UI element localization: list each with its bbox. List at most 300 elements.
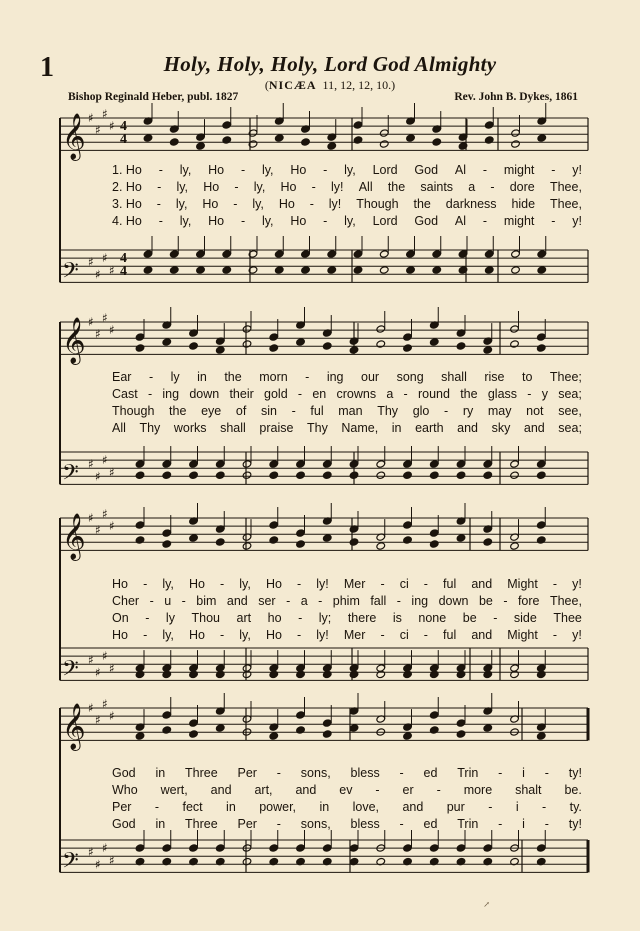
note-head [510, 340, 520, 348]
note-head [483, 460, 493, 468]
syllable: - [498, 766, 503, 780]
sharp-icon: ♯ [109, 323, 115, 338]
page-mark: ↗ [483, 900, 490, 909]
syllable: - [552, 577, 558, 591]
sharp-icon: ♯ [109, 853, 115, 868]
syllable: ty! [568, 766, 582, 780]
note-head [162, 471, 172, 479]
note-head [189, 460, 199, 468]
syllable: Thy [306, 421, 328, 435]
note-head [376, 325, 386, 333]
note-head [510, 670, 520, 678]
verse-line-2 [112, 179, 582, 196]
syllable: - [423, 628, 428, 642]
syllable: - [323, 214, 328, 228]
sharp-icon: ♯ [95, 665, 101, 680]
verse-line-1 [112, 162, 582, 179]
syllable: - [551, 214, 556, 228]
syllable: ho [267, 611, 282, 625]
note-head [135, 344, 145, 352]
syllable: er [402, 783, 414, 797]
syllable: and [523, 421, 545, 435]
syllable: Trin [457, 766, 479, 780]
syllable: i [522, 817, 525, 831]
sharp-icon: ♯ [102, 841, 108, 856]
syllable: saints [420, 180, 454, 194]
note-head [222, 266, 232, 274]
syllable: ly, [261, 214, 274, 228]
note-head [322, 730, 332, 738]
note-head [222, 121, 232, 129]
syllable: - [233, 197, 238, 211]
note-head [322, 471, 332, 479]
note-head [242, 670, 252, 678]
syllable: fect [182, 800, 203, 814]
syllable: down [438, 594, 469, 608]
syllable: - [240, 163, 246, 177]
syllable: God [414, 214, 439, 228]
syllable: - [527, 387, 532, 401]
note-head [403, 344, 413, 352]
note-head [432, 266, 442, 274]
syllable: ing [411, 594, 429, 608]
note-head [510, 460, 520, 468]
syllable: - [399, 817, 404, 831]
note-head [483, 724, 493, 732]
note-head [322, 460, 332, 468]
syllable: Ho [208, 163, 225, 177]
note-head [189, 471, 199, 479]
note-head [162, 338, 172, 346]
syllable: there [347, 611, 377, 625]
note-head [296, 844, 306, 852]
syllable: sky [491, 421, 511, 435]
syllable: works [173, 421, 207, 435]
syllable: fall [370, 594, 387, 608]
note-head [215, 538, 225, 546]
syllable: ly! [328, 197, 342, 211]
note-head [222, 136, 232, 144]
syllable: ty! [568, 817, 582, 831]
note-head [196, 266, 206, 274]
note-head [162, 726, 172, 734]
note-head [135, 670, 145, 678]
sharp-icon: ♯ [88, 457, 94, 472]
note-head [269, 844, 279, 852]
syllable: - [380, 577, 385, 591]
syllable: - [498, 817, 503, 831]
lyrics-block-3 [112, 576, 582, 644]
note-head [162, 540, 172, 548]
treble-clef-icon: 𝄞 [62, 703, 86, 750]
syllable: 3. Ho [112, 197, 142, 211]
note-head [274, 134, 284, 142]
syllable: u [164, 594, 172, 608]
syllable: ly [165, 611, 175, 625]
syllable: - [309, 197, 314, 211]
note-head [215, 346, 225, 354]
syllable: Thee [553, 611, 582, 625]
syllable: - [297, 628, 302, 642]
syllable: ful [310, 404, 324, 418]
syllable: side [513, 611, 537, 625]
sharp-icon: ♯ [102, 310, 108, 325]
syllable: Per [237, 817, 257, 831]
syllable: Thee; [549, 370, 582, 384]
syllable: - [297, 387, 303, 401]
syllable: sea; [558, 387, 582, 401]
note-head [349, 844, 359, 852]
note-head [406, 250, 416, 258]
lyrics-block-1 [112, 162, 582, 230]
syllable: ly, [239, 577, 251, 591]
syllable: - [220, 628, 225, 642]
syllable: - [551, 163, 556, 177]
syllable: sons, [300, 766, 331, 780]
note-head [456, 342, 466, 350]
syllable: Thy [139, 421, 161, 435]
syllable: ev [339, 783, 353, 797]
note-head [274, 250, 284, 258]
note-head [169, 138, 179, 146]
note-head [301, 250, 311, 258]
syllable: in [155, 766, 166, 780]
syllable: Lord [372, 163, 398, 177]
syllable: bless [350, 766, 380, 780]
note-head [403, 844, 413, 852]
syllable: the [224, 370, 242, 384]
note-head [429, 670, 439, 678]
syllable: Ho [280, 180, 297, 194]
syllable: pur [446, 800, 465, 814]
syllable: power, [259, 800, 297, 814]
note-head [196, 250, 206, 258]
syllable: - [403, 387, 408, 401]
note-head [274, 266, 284, 274]
note-head [222, 250, 232, 258]
syllable: more [463, 783, 493, 797]
note-head [196, 142, 206, 150]
bass-clef-icon: 𝄢 [62, 656, 79, 687]
note-head [537, 266, 547, 274]
syllable: Thou [191, 611, 220, 625]
note-head [511, 250, 521, 258]
syllable: ed [423, 817, 438, 831]
syllable: Cher [112, 594, 140, 608]
bass-clef-icon: 𝄢 [62, 258, 79, 289]
sharp-icon: ♯ [95, 327, 101, 342]
syllable: shall [441, 370, 467, 384]
note-head [484, 266, 494, 274]
syllable: Al [454, 214, 467, 228]
note-head [296, 460, 306, 468]
note-head [296, 529, 306, 537]
sharp-icon: ♯ [95, 123, 101, 138]
syllable: their [229, 387, 254, 401]
note-head [349, 460, 359, 468]
syllable: sea; [558, 421, 582, 435]
syllable: ly, [179, 163, 192, 177]
note-head [327, 250, 337, 258]
syllable: shalt [515, 783, 542, 797]
syllable: might [503, 214, 535, 228]
lyrics-block-4 [112, 765, 582, 833]
syllable: Name, [341, 421, 379, 435]
syllable: Thy [377, 404, 399, 418]
syllable: ful [443, 628, 457, 642]
syllable: - [291, 404, 296, 418]
syllable: see, [558, 404, 582, 418]
syllable: Might [507, 577, 538, 591]
note-head [376, 471, 386, 479]
sharp-icon: ♯ [102, 106, 108, 121]
note-head [456, 670, 466, 678]
syllable: be [478, 594, 493, 608]
sharp-icon: ♯ [109, 263, 115, 278]
syllable: is [392, 611, 402, 625]
syllable: - [143, 577, 148, 591]
verse-line-2 [112, 782, 582, 799]
syllable: - [380, 628, 385, 642]
syllable: - [156, 197, 161, 211]
note-head [403, 521, 413, 529]
composer-credit: Rev. John B. Dykes, 1861 [454, 91, 578, 103]
syllable: - [323, 163, 328, 177]
note-head [162, 460, 172, 468]
syllable: round [417, 387, 450, 401]
sharp-icon: ♯ [88, 111, 94, 125]
syllable: - [490, 180, 495, 194]
syllable: hide [511, 197, 536, 211]
verse-line-4 [112, 213, 582, 230]
syllable: ser [258, 594, 276, 608]
syllable: ly, [175, 197, 188, 211]
note-head [403, 670, 413, 678]
verse-line-2 [112, 593, 582, 610]
sharp-icon: ♯ [95, 523, 101, 538]
note-head [406, 134, 416, 142]
note-head [484, 136, 494, 144]
syllable: ly; [318, 611, 332, 625]
syllable: i [515, 800, 519, 814]
note-head [456, 719, 466, 727]
syllable: 4. Ho [112, 214, 142, 228]
meter: 11, 12, 12, 10. [322, 78, 392, 92]
syllable: morn [259, 370, 288, 384]
note-head [429, 711, 439, 719]
syllable: Ear [112, 370, 132, 384]
syllable: God [112, 817, 136, 831]
syllable: and [471, 577, 493, 591]
syllable: a [468, 180, 476, 194]
note-head [322, 719, 332, 727]
note-head [296, 540, 306, 548]
syllable: ly, [261, 163, 274, 177]
syllable: - [276, 766, 281, 780]
syllable: ci [399, 577, 409, 591]
note-head [511, 266, 521, 274]
syllable: Trin [457, 817, 479, 831]
note-head [215, 844, 225, 852]
syllable: i [522, 766, 525, 780]
syllable: - [148, 370, 154, 384]
syllable: ly, [179, 214, 192, 228]
syllable: and [295, 783, 317, 797]
sharp-icon: ♯ [88, 845, 94, 860]
note-head [456, 730, 466, 738]
syllable: in [155, 817, 166, 831]
syllable: - [297, 577, 302, 591]
note-head [510, 471, 520, 479]
syllable: y! [572, 628, 582, 642]
note-head [242, 471, 252, 479]
syllable: may [487, 404, 512, 418]
syllable: be [462, 611, 477, 625]
note-head [189, 719, 199, 727]
note-head [429, 726, 439, 734]
sharp-icon: ♯ [88, 315, 94, 329]
syllable: - [482, 163, 488, 177]
syllable: and [226, 594, 248, 608]
syllable: - [143, 628, 148, 642]
syllable: - [375, 783, 380, 797]
syllable: - [298, 611, 303, 625]
note-head [242, 460, 252, 468]
syllable: - [444, 404, 449, 418]
sharp-icon: ♯ [102, 251, 108, 266]
syllable: Al [454, 163, 467, 177]
verse-line-4 [112, 420, 582, 437]
note-head [242, 340, 252, 348]
note-head [143, 134, 153, 142]
note-head [376, 670, 386, 678]
syllable: Ho [208, 214, 225, 228]
note-head [536, 844, 546, 852]
note-head [349, 670, 359, 678]
note-head [403, 460, 413, 468]
sharp-icon: ♯ [88, 255, 94, 270]
note-head [536, 670, 546, 678]
note-head [269, 732, 279, 740]
syllable: darkness [445, 197, 497, 211]
syllable: - [503, 594, 508, 608]
note-head [379, 250, 389, 258]
tune-name: NICÆA [268, 78, 317, 92]
note-head [269, 333, 279, 341]
syllable: Thee, [549, 594, 582, 608]
note-head [349, 538, 359, 546]
syllable: Per [237, 766, 257, 780]
note-head [143, 266, 153, 274]
syllable: ly, [162, 628, 174, 642]
syllable: - [423, 577, 428, 591]
syllable: - [147, 387, 153, 401]
syllable: art [236, 611, 252, 625]
note-head [162, 711, 172, 719]
sharp-icon: ♯ [95, 267, 101, 282]
syllable: art, [254, 783, 273, 797]
syllable: Ho [203, 180, 220, 194]
syllable: - [552, 628, 558, 642]
note-head [376, 460, 386, 468]
treble-clef-icon: 𝄞 [62, 317, 86, 364]
note-head [536, 732, 546, 740]
syllable: a [386, 387, 394, 401]
note-head [379, 140, 389, 148]
time-signature: 4 [120, 132, 127, 147]
sharp-icon: ♯ [109, 465, 115, 480]
note-head [379, 129, 389, 137]
syllable: - [149, 594, 154, 608]
syllable: - [493, 611, 498, 625]
note-head [189, 534, 199, 542]
note-head [322, 534, 332, 542]
syllable: - [488, 800, 493, 814]
syllable: and [457, 421, 478, 435]
syllable: Cast [112, 387, 138, 401]
syllable: Though [356, 197, 399, 211]
syllable: - [240, 214, 246, 228]
note-head [162, 844, 172, 852]
syllable: Though [112, 404, 155, 418]
syllable: bim [196, 594, 217, 608]
note-head [432, 250, 442, 258]
note-head [379, 266, 389, 274]
note-head [536, 460, 546, 468]
syllable: y! [572, 163, 582, 177]
note-head [511, 129, 521, 137]
note-head [296, 338, 306, 346]
note-head [429, 529, 439, 537]
syllable: Mer [343, 577, 366, 591]
sharp-icon: ♯ [95, 469, 101, 484]
syllable: in [197, 370, 207, 384]
note-head [403, 471, 413, 479]
note-head [483, 538, 493, 546]
note-head [215, 460, 225, 468]
syllable: Three [185, 766, 218, 780]
syllable: - [220, 577, 225, 591]
syllable: be. [564, 783, 582, 797]
sharp-icon: ♯ [88, 653, 94, 668]
syllable: Ho [188, 628, 205, 642]
treble-clef-icon: 𝄞 [62, 113, 86, 160]
syllable: Ho [290, 214, 307, 228]
syllable: Might [507, 628, 538, 642]
syllable: ly, [176, 180, 189, 194]
note-head [215, 670, 225, 678]
syllable: a [300, 594, 308, 608]
syllable: - [396, 594, 401, 608]
note-head [537, 134, 547, 142]
syllable: Ho [265, 628, 282, 642]
note-head [376, 542, 386, 550]
note-head [429, 844, 439, 852]
note-head [432, 138, 442, 146]
note-head [269, 344, 279, 352]
syllable: Lord [372, 214, 398, 228]
syllable: Ho [202, 197, 219, 211]
syllable: ly, [344, 214, 356, 228]
sharp-icon: ♯ [102, 453, 108, 468]
syllable: - [158, 214, 163, 228]
syllable: praise [259, 421, 294, 435]
syllable: - [234, 180, 239, 194]
syllable: the [169, 404, 187, 418]
syllable: - [305, 370, 310, 384]
syllable: - [542, 800, 547, 814]
syllable: and [471, 628, 493, 642]
